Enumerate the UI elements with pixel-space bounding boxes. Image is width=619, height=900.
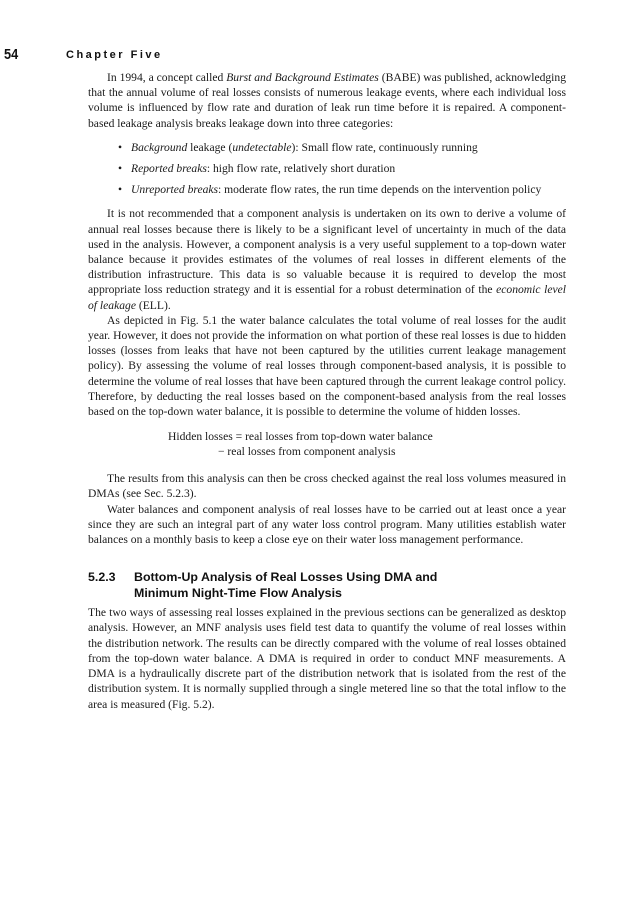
equation-line-1: Hidden losses = real losses from top-down water balance: [168, 430, 433, 444]
paragraph-babe-intro: [88, 70, 566, 131]
paragraph-mnf-analysis: The two ways of assessing real losses explained in the previous sections can be generalized as desktop analysis. However, an MNF analysis uses field test data to quantify the volume of real losses within the distribution network. The results can be directly compared with the volume of real losses obtained from the top-down water balance. A DMA is required in order to conduct MNF measurements. A DMA is a hydraulically discrete part of the distribution network that is isolated from the rest of the distribution system. It is normally supplied through a single metered line so that the total inflow to the area is measured (Fig. 5.2).: [88, 606, 566, 711]
list-item: [88, 161, 566, 176]
text-run: It is not recommended that a component analysis is undertaken on its own to derive a volume of annual real losses because there is likely to be a significant level of uncertainty in much of the data used in the analysis. However, a component analysis is a very useful supplement to a top-down water balance because it provides estimates of the volumes of real losses in different elements of the distribution infrastructure. This data is so valuable because it is required to develop the most appropriate loss reduction strategy and it is essential for a robust determination of the: [88, 207, 566, 297]
italic-term-babe: Burst and Background Estimates: [226, 71, 379, 84]
hidden-losses-equation: [88, 429, 566, 461]
list-item: [88, 182, 566, 197]
running-head: [4, 46, 604, 66]
paragraph-cross-check: The results from this analysis can then be cross checked against the real loss volumes measured in DMAs (see Sec. 5.2.3).: [88, 472, 566, 501]
paragraph-water-balances: Water balances and component analysis of real losses have to be carried out at least once a year since they are such an integral part of any water loss control program. Many utilities establish water balances on a monthly basis to keep a close eye on their water loss management performance.: [88, 502, 566, 547]
chapter-label: Chapter Five: [66, 49, 163, 61]
leakage-categories-list: [88, 140, 566, 198]
italic-term-ell: economic level of leakage: [88, 283, 566, 312]
text-run: In 1994, a concept called: [107, 71, 227, 84]
section-title-line-1: Bottom-Up Analysis of Real Losses Using DMA and: [134, 570, 438, 585]
list-item-description: : high flow rate, relatively short duration: [206, 162, 396, 176]
text-run: leakage (: [187, 140, 233, 154]
section-number: 5.2.3: [88, 570, 116, 585]
list-item-description: : moderate flow rates, the run time depends on the intervention policy: [218, 183, 542, 197]
bullet-icon: •: [118, 140, 123, 154]
text-run: (BABE) was published, acknowledging that the annual volume of real losses consists of numerous leakage events, where each individual loss volume is influenced by flow rate and duration of leak run time before it is repaired. A component-based leakage analysis breaks leakage down into three categories:: [88, 71, 566, 130]
paragraph-component-analysis: [88, 206, 566, 312]
bullet-icon: •: [118, 183, 123, 197]
list-item-term: Reported breaks: [131, 162, 207, 176]
list-item-description: ): Small flow rate, continuously running: [291, 140, 478, 154]
page-body: [88, 70, 566, 712]
section-title-line-2: Minimum Night-Time Flow Analysis: [134, 586, 342, 601]
section-heading: [88, 569, 566, 601]
list-item: [88, 140, 566, 155]
list-item-term: Unreported breaks: [131, 183, 219, 197]
equation-line-2: − real losses from component analysis: [218, 445, 396, 459]
page-number: 54: [4, 46, 19, 63]
bullet-icon: •: [118, 162, 123, 176]
list-item-parenthetical: undetectable: [232, 140, 292, 154]
list-item-term: Background: [131, 140, 188, 154]
text-run: (ELL).: [135, 298, 171, 312]
paragraph-hidden-losses: As depicted in Fig. 5.1 the water balance calculates the total volume of real losses for the audit year. However, it does not provide the information on what portion of these real losses is due to hidden losses (losses from leaks that have not been captured by the utilities current leakage management policy). By assessing the volume of real losses through component-based analysis, it is possible to determine the volume of real losses that have been captured through the current leakage control policy. Therefore, by deducting the real losses based on the component-based analysis from the real losses based on the top-down water balance, it is possible to determine the volume of hidden losses.: [88, 313, 566, 419]
